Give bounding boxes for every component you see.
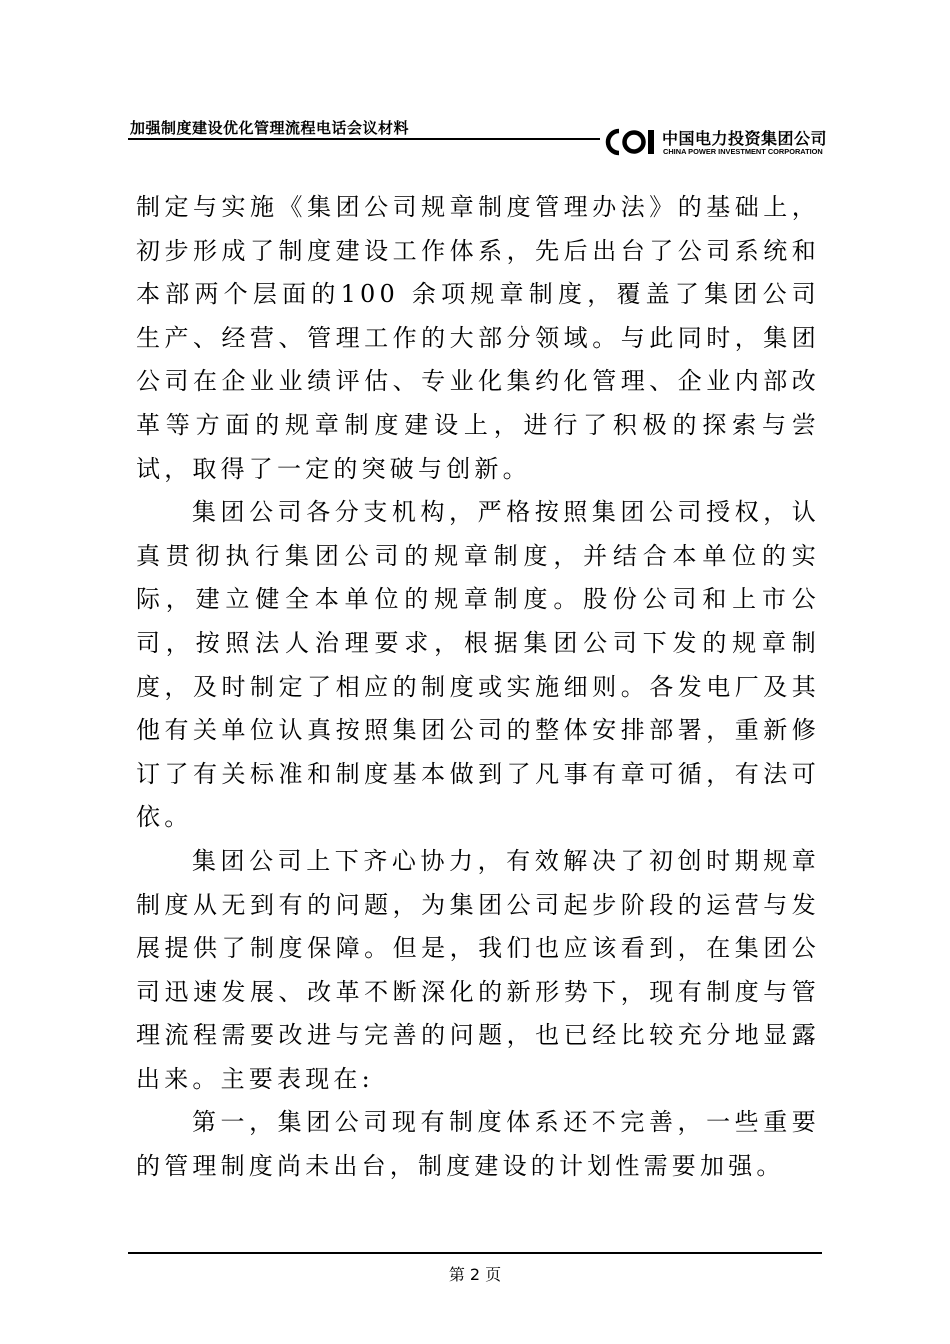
logo-english-name: CHINA POWER INVESTMENT CORPORATION (663, 147, 823, 156)
page-number: 第 2 页 (448, 1265, 502, 1284)
document-header-title: 加强制度建设优化管理流程电话会议材料 (130, 119, 410, 137)
header-divider (128, 138, 600, 140)
body-paragraph: 制定与实施《集团公司规章制度管理办法》的基础上，初步形成了制度建设工作体系，先后出台了公司系统和本部两个层面的100 余项规章制度，覆盖了集团公司生产、经营、管理工作的大部分领域。与此同时，集团公司在企业业绩评估、专业化集约化管理、企业内部改革等方面的规章制度建设上，进行了积极的探索与尝试，取得了一定的突破与创新。 (136, 193, 820, 483)
document-body (136, 186, 820, 1189)
company-logo (604, 126, 834, 160)
footer-divider (128, 1252, 822, 1254)
body-paragraph: 集团公司各分支机构，严格按照集团公司授权，认真贯彻执行集团公司的规章制度，并结合本单位的实际，建立健全本单位的规章制度。股份公司和上市公司，按照法人治理要求，根据集团公司下发的规章制度，及时制定了相应的制度或实施细则。各发电厂及其他有关单位认真按照集团公司的整体安排部署，重新修订了有关标准和制度基本做到了凡事有章可循，有法可依。 (136, 498, 820, 832)
logo-chinese-name: 中国电力投资集团公司 (662, 129, 828, 148)
body-paragraph: 集团公司上下齐心协力，有效解决了初创时期规章制度从无到有的问题，为集团公司起步阶段的运营与发展提供了制度保障。但是，我们也应该看到，在集团公司迅速发展、改革不断深化的新形势下，现有制度与管理流程需要改进与完善的问题，也已经比较充分地显露出来。主要表现在: (136, 846, 820, 1093)
cpi-logo-icon (604, 127, 660, 157)
body-paragraph: 第一，集团公司现有制度体系还不完善，一些重要的管理制度尚未出台，制度建设的计划性需要加强。 (136, 1108, 820, 1181)
